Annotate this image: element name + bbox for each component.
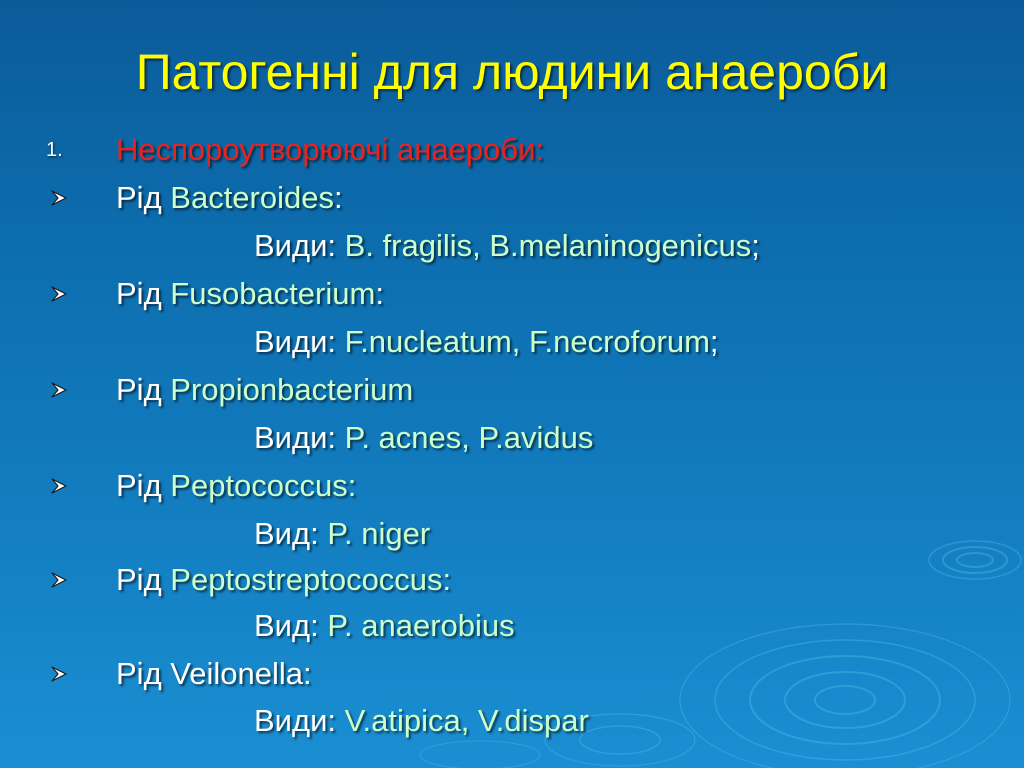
genus-word: Рід (116, 372, 162, 407)
species-label: Види: (254, 228, 337, 263)
genus-line (0, 650, 1024, 698)
genus-name: Peptostreptococcus: (170, 562, 452, 597)
species-label: Види: (254, 420, 337, 455)
arrow-bullet-icon (46, 270, 86, 318)
species-names: F.nucleatum, F.necroforum (344, 324, 710, 359)
genus-line (0, 462, 1024, 510)
arrow-bullet-icon (46, 366, 86, 414)
genus-suffix: : (303, 656, 312, 691)
genus-word: Рід (116, 656, 162, 691)
heading-text: Неспороутворюючі анаероби: (116, 132, 545, 167)
genus-word: Рід (116, 468, 162, 503)
genus-name: Fusobacterium (170, 276, 376, 311)
species-line (0, 222, 1024, 270)
species-label: Вид: (254, 516, 319, 551)
species-suffix: ; (751, 228, 760, 263)
species-label: Види: (254, 324, 337, 359)
genus-name: Bacteroides (170, 180, 334, 215)
genus-line (0, 366, 1024, 414)
genus-line (0, 556, 1024, 604)
species-label: Вид: (254, 608, 319, 643)
genus-name: Veilonella (170, 656, 303, 691)
species-line (0, 414, 1024, 462)
genus-name: Propionbacterium (170, 372, 414, 407)
genus-suffix: : (334, 180, 343, 215)
species-line (0, 510, 1024, 558)
species-suffix: ; (709, 324, 719, 359)
species-line (0, 602, 1024, 650)
heading-line (0, 126, 1024, 174)
species-names: V.atipica, V.dispar (344, 703, 589, 738)
genus-line (0, 174, 1024, 222)
species-names: P. anaerobius (327, 608, 515, 643)
arrow-bullet-icon (46, 650, 86, 698)
species-names: P. niger (327, 516, 431, 551)
species-line (0, 318, 1024, 366)
arrow-bullet-icon (46, 462, 86, 510)
genus-word: Рід (116, 180, 162, 215)
species-names: B. fragilis, B.melaninogenicus (344, 228, 752, 263)
species-names: P. acnes, P.avidus (344, 420, 594, 455)
species-line (0, 697, 1024, 745)
arrow-bullet-icon (46, 556, 86, 604)
species-label: Види: (254, 703, 337, 738)
genus-name: Peptococcus: (170, 468, 357, 503)
genus-word: Рід (116, 276, 162, 311)
genus-word: Рід (116, 562, 162, 597)
arrow-bullet-icon (46, 174, 86, 222)
genus-suffix: : (375, 276, 384, 311)
genus-line (0, 270, 1024, 318)
slide-title: Патогенні для людини анаероби (135, 44, 889, 100)
list-number: 1. (46, 139, 63, 161)
